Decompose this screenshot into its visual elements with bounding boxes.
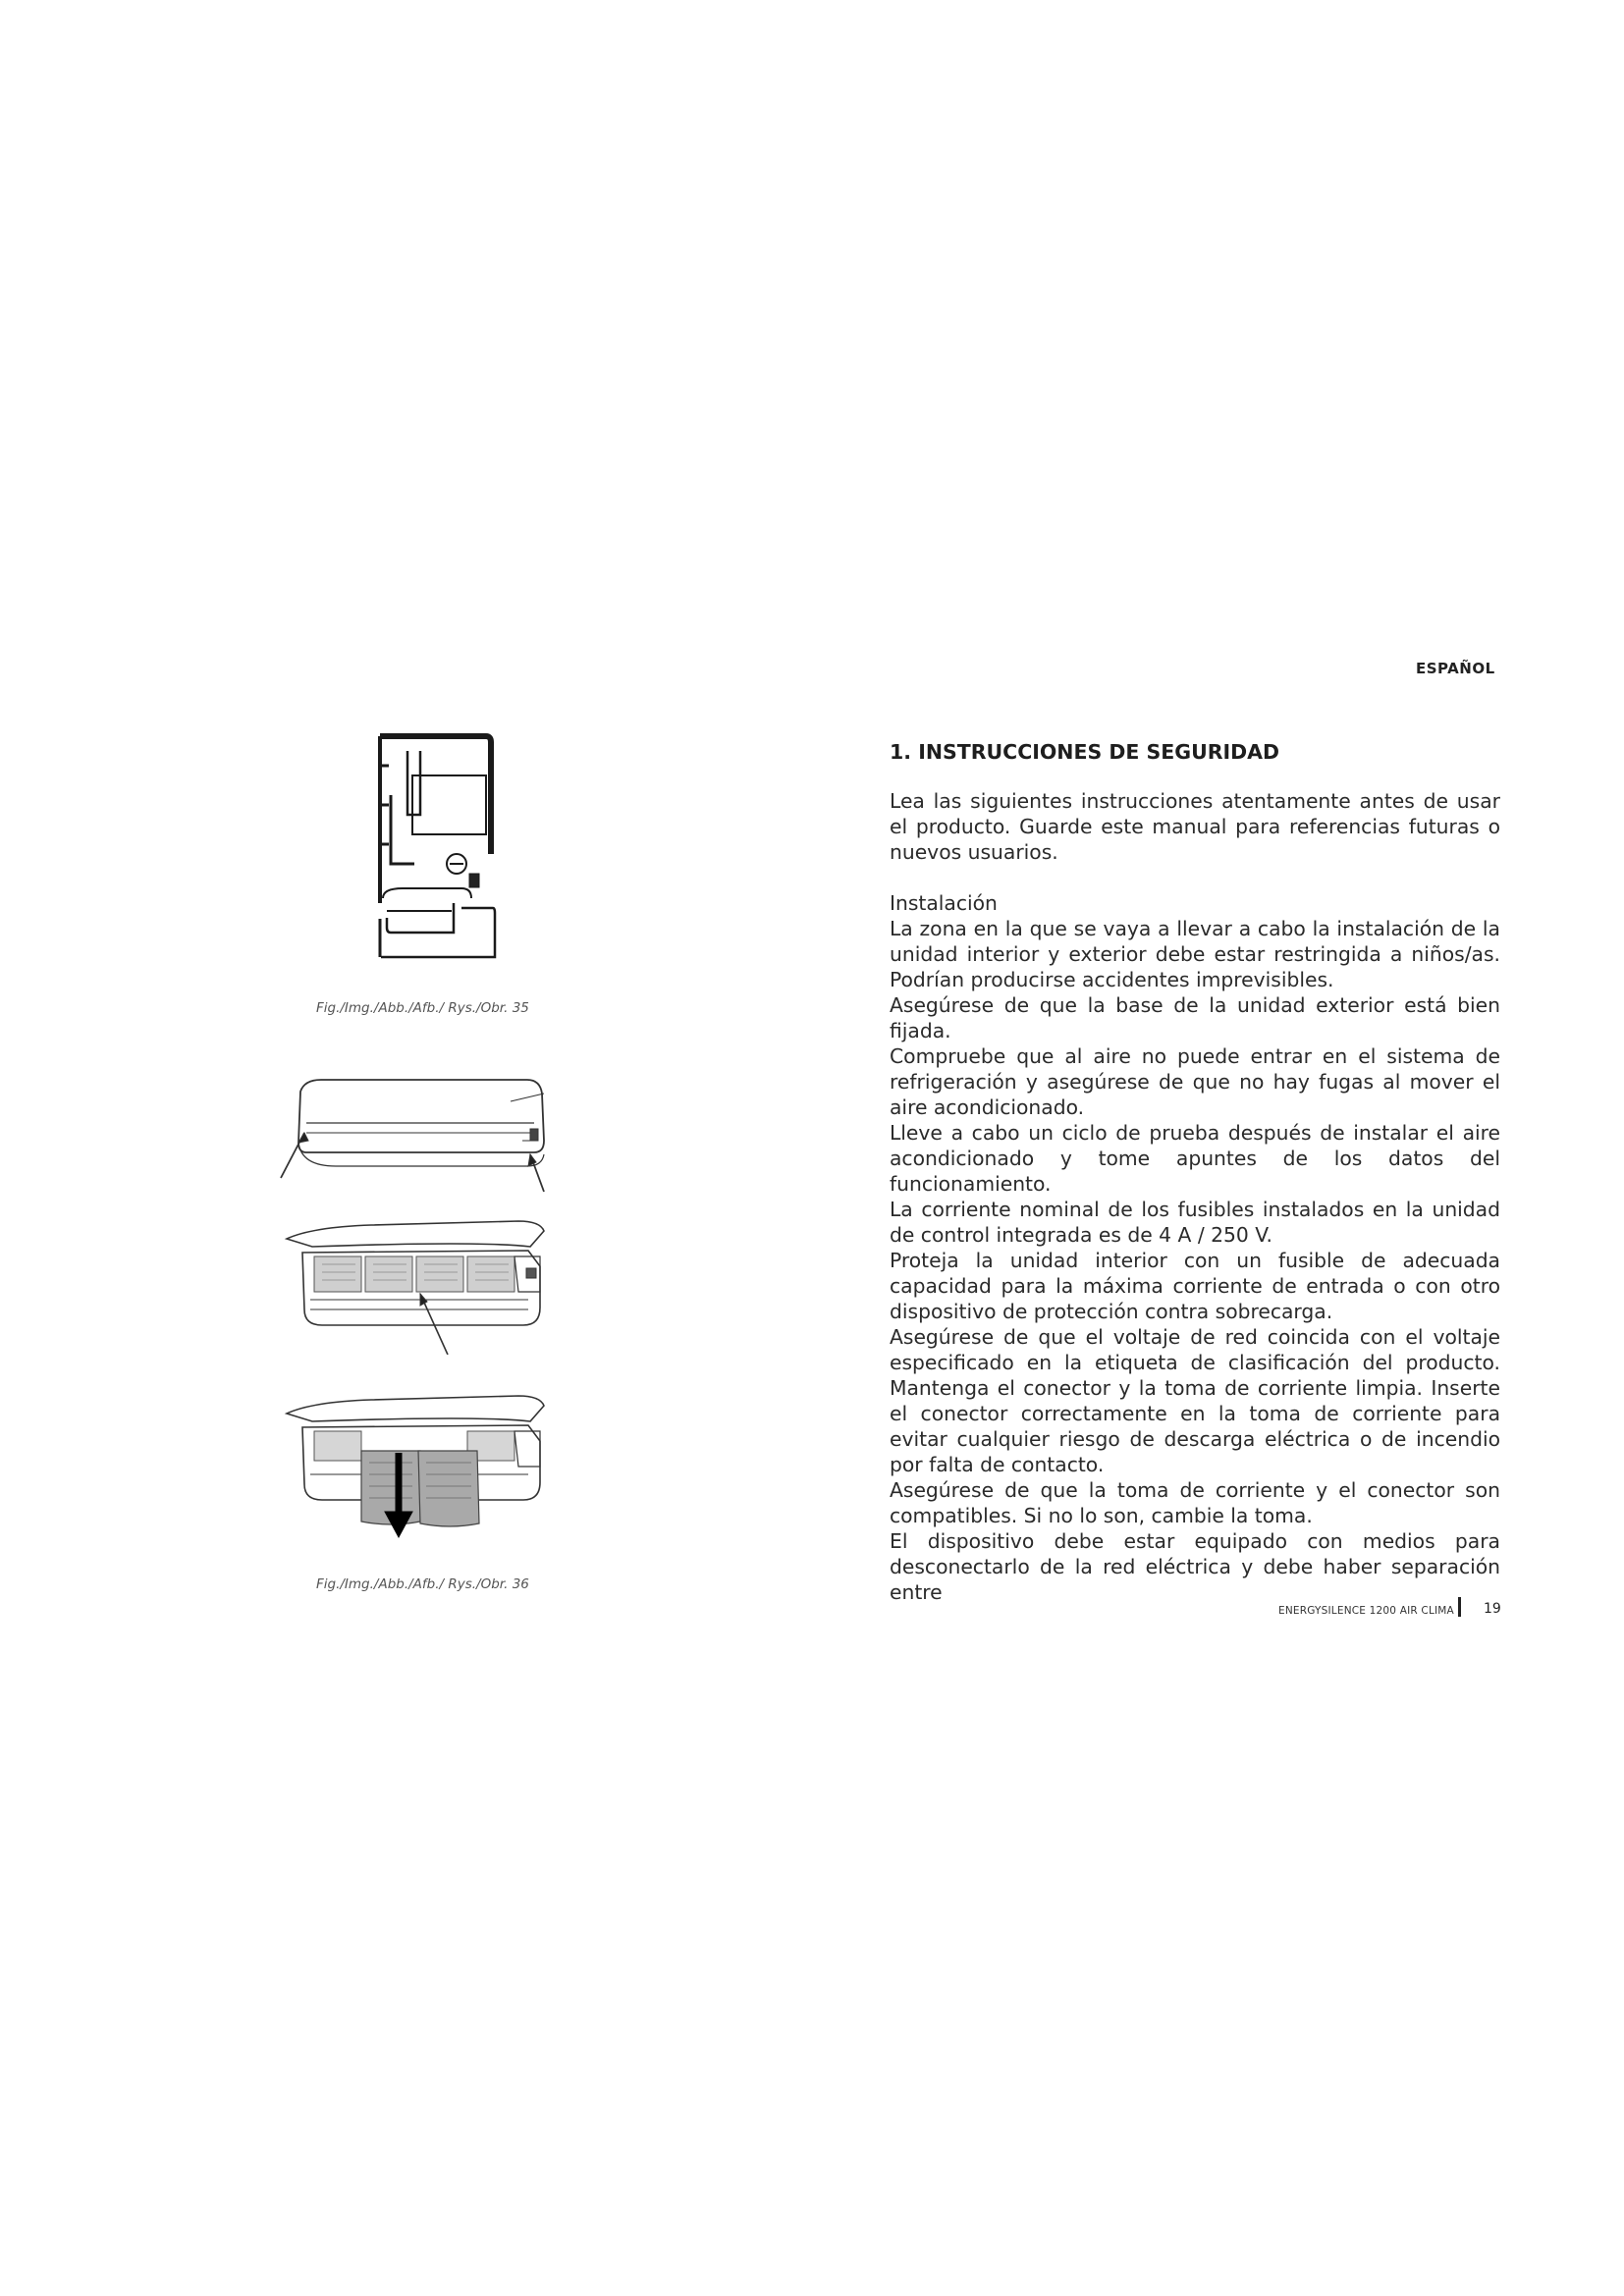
section-title: 1. INSTRUCCIONES DE SEGURIDAD — [890, 740, 1280, 764]
paragraph: Asegúrese de que la toma de corriente y el conector son compatibles. Si no lo son, cambie la toma. — [890, 1478, 1500, 1527]
paragraph: Proteja la unidad interior con un fusible de adecuada capacidad para la máxima corriente de entrada o con otro dispositivo de protección contra sobrecarga. — [890, 1249, 1500, 1323]
figure-35-illustration — [363, 726, 511, 972]
figure-36-unit-closed — [277, 1072, 552, 1209]
figure-36-caption: Fig./Img./Abb./Afb./ Rys./Obr. 36 — [316, 1576, 529, 1592]
figure-35-caption: Fig./Img./Abb./Afb./ Rys./Obr. 35 — [316, 1000, 529, 1016]
paragraph: La zona en la que se vaya a llevar a cabo la instalación de la unidad interior y exterior debe estar restringida a niños/as. Podrían producirse accidentes imprevisibles. — [890, 917, 1500, 991]
footer-model-name: ENERGYSILENCE 1200 AIR CLIMA — [1278, 1605, 1454, 1617]
intro-block — [890, 788, 1500, 865]
page-number: 19 — [1484, 1601, 1501, 1617]
intro-paragraph: Lea las siguientes instrucciones atentamente antes de usar el producto. Guarde este manual para referencias futuras o nuevos usuarios. — [890, 789, 1500, 864]
paragraph: Asegúrese de que el voltaje de red coincida con el voltaje especificado en la etiqueta de clasificación del producto. Mantenga el conector y la toma de corriente limpia. Inserte el conector correctamente en la toma de corriente para evitar cualquier riesgo de descarga eléctrica o de incendio por falta de contacto. — [890, 1325, 1500, 1476]
language-label: ESPAÑOL — [1416, 660, 1495, 677]
paragraph: La corriente nominal de los fusibles instalados en la unidad de control integrada es de 4 A / 250 V. — [890, 1198, 1500, 1247]
figure-36-unit-open-filters — [283, 1217, 558, 1355]
paragraph: Lleve a cabo un ciclo de prueba después de instalar el aire acondicionado y tome apuntes de los datos del funcionamiento. — [890, 1121, 1500, 1196]
installation-subheading: Instalación — [890, 891, 998, 915]
paragraph: El dispositivo debe estar equipado con medios para desconectarlo de la red eléctrica y debe haber separación entre — [890, 1529, 1500, 1604]
figure-36-filter-removal — [283, 1392, 558, 1544]
footer-divider — [1458, 1597, 1461, 1617]
paragraph: Compruebe que al aire no puede entrar en el sistema de refrigeración y asegúrese de que no hay fugas al mover el aire acondicionado. — [890, 1044, 1500, 1119]
paragraph: Asegúrese de que la base de la unidad exterior está bien fijada. — [890, 993, 1500, 1042]
installation-block — [890, 890, 1500, 1605]
